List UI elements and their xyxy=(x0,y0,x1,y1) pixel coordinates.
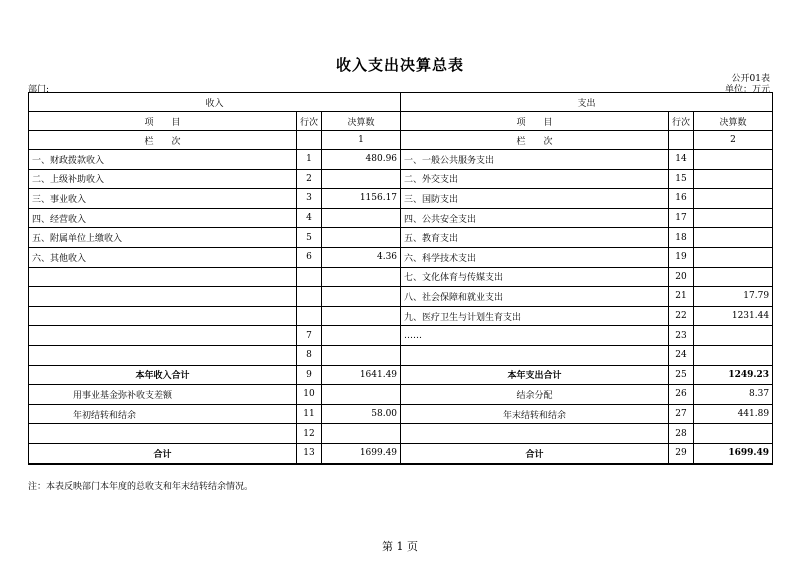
expense-row-cell: 18 xyxy=(669,228,694,248)
table-row xyxy=(29,443,773,463)
expense-item-cell: 本年支出合计 xyxy=(401,365,669,385)
table-row xyxy=(29,424,773,444)
expense-row-cell: 19 xyxy=(669,247,694,267)
expense-row-cell: 21 xyxy=(669,287,694,307)
income-row-cell: 5 xyxy=(297,228,322,248)
expense-row-cell: 14 xyxy=(669,150,694,170)
income-row-cell: 11 xyxy=(297,404,322,424)
income-row-cell: 9 xyxy=(297,365,322,385)
expense-row-cell: 22 xyxy=(669,306,694,326)
page-number: 第 1 页 xyxy=(382,540,418,553)
expense-amount-cell xyxy=(694,150,773,170)
income-item-cell: 四、经营收入 xyxy=(29,208,297,228)
income-item-cell: 一、财政拨款收入 xyxy=(29,150,297,170)
table-row xyxy=(29,326,773,346)
expense-item-cell xyxy=(401,424,669,444)
expense-row-cell: 25 xyxy=(669,365,694,385)
expense-row-cell: 15 xyxy=(669,169,694,189)
expense-amount-cell xyxy=(694,267,773,287)
income-row-cell xyxy=(297,287,322,307)
table-row xyxy=(29,169,773,189)
expense-amount-cell xyxy=(694,345,773,365)
income-row-cell: 4 xyxy=(297,208,322,228)
income-item-cell: 三、事业收入 xyxy=(29,189,297,209)
income-amount-cell xyxy=(322,208,401,228)
expense-row-cell: 16 xyxy=(669,189,694,209)
department-label: 部门: xyxy=(28,85,50,95)
income-item-cell: 六、其他收入 xyxy=(29,247,297,267)
expense-row-header: 行次 xyxy=(669,112,694,131)
income-amount-header: 决算数 xyxy=(322,112,401,131)
income-row-cell xyxy=(297,267,322,287)
income-row-cell: 2 xyxy=(297,169,322,189)
income-amount-cell: 1699.49 xyxy=(322,443,401,463)
income-section-header: 收入 xyxy=(29,93,401,112)
income-amount-cell: 480.96 xyxy=(322,150,401,170)
income-item-cell xyxy=(29,326,297,346)
expense-item-cell: 二、外交支出 xyxy=(401,169,669,189)
income-row-cell: 13 xyxy=(297,443,322,463)
expense-item-cell: 八、社会保障和就业支出 xyxy=(401,287,669,307)
income-item-cell: 用事业基金弥补收支差额 xyxy=(29,385,297,405)
income-amount-cell: 4.36 xyxy=(322,247,401,267)
expense-item-cell: 九、医疗卫生与计划生育支出 xyxy=(401,306,669,326)
expense-item-cell: 年末结转和结余 xyxy=(401,404,669,424)
expense-amount-cell: 1249.23 xyxy=(694,365,773,385)
expense-row-cell: 17 xyxy=(669,208,694,228)
income-item-cell xyxy=(29,287,297,307)
income-row-header: 行次 xyxy=(297,112,322,131)
expense-row-cell: 20 xyxy=(669,267,694,287)
expense-item-cell: 六、科学技术支出 xyxy=(401,247,669,267)
expense-section-header: 支出 xyxy=(401,93,773,112)
expense-row-cell: 27 xyxy=(669,404,694,424)
income-item-cell xyxy=(29,424,297,444)
income-amount-cell xyxy=(322,306,401,326)
table-row xyxy=(29,365,773,385)
expense-item-cell: 一、一般公共服务支出 xyxy=(401,150,669,170)
expense-row-cell: 23 xyxy=(669,326,694,346)
income-row-cell: 10 xyxy=(297,385,322,405)
expense-amount-cell xyxy=(694,424,773,444)
table-row xyxy=(29,228,773,248)
expense-amount-cell: 441.89 xyxy=(694,404,773,424)
expense-item-cell: 合计 xyxy=(401,443,669,463)
income-item-cell: 合计 xyxy=(29,443,297,463)
expense-row-cell: 28 xyxy=(669,424,694,444)
expense-amount-header: 决算数 xyxy=(694,112,773,131)
table-body xyxy=(29,150,773,464)
income-amount-cell xyxy=(322,385,401,405)
expense-row-cell: 29 xyxy=(669,443,694,463)
expense-amount-cell: 1699.49 xyxy=(694,443,773,463)
form-number: 公开01表 xyxy=(731,74,770,84)
income-column-number: 1 xyxy=(322,131,401,150)
expense-amount-cell: 1231.44 xyxy=(694,306,773,326)
income-row-cell: 8 xyxy=(297,345,322,365)
income-item-cell xyxy=(29,345,297,365)
income-amount-cell: 58.00 xyxy=(322,404,401,424)
expense-item-cell: 五、教育支出 xyxy=(401,228,669,248)
income-row-cell xyxy=(297,306,322,326)
income-amount-cell: 1641.49 xyxy=(322,365,401,385)
income-row-cell: 3 xyxy=(297,189,322,209)
table-row xyxy=(29,189,773,209)
income-amount-cell xyxy=(322,287,401,307)
income-amount-cell xyxy=(322,228,401,248)
expense-amount-cell: 17.79 xyxy=(694,287,773,307)
table-row xyxy=(29,404,773,424)
table-row xyxy=(29,208,773,228)
expense-item-cell: …… xyxy=(401,326,669,346)
expense-amount-cell: 8.37 xyxy=(694,385,773,405)
expense-amount-cell xyxy=(694,326,773,346)
income-item-header: 项 目 xyxy=(29,112,297,131)
income-row-cell: 7 xyxy=(297,326,322,346)
income-expense-table xyxy=(28,92,773,465)
table-row xyxy=(29,150,773,170)
expense-item-cell: 四、公共安全支出 xyxy=(401,208,669,228)
income-item-cell: 年初结转和结余 xyxy=(29,404,297,424)
income-item-cell: 五、附属单位上缴收入 xyxy=(29,228,297,248)
income-amount-cell xyxy=(322,326,401,346)
income-column-label-blank xyxy=(297,131,322,150)
expense-item-header: 项 目 xyxy=(401,112,669,131)
table-row xyxy=(29,306,773,326)
expense-item-cell xyxy=(401,345,669,365)
income-amount-cell xyxy=(322,424,401,444)
expense-amount-cell xyxy=(694,208,773,228)
income-amount-cell: 1156.17 xyxy=(322,189,401,209)
income-amount-cell xyxy=(322,267,401,287)
income-item-cell: 二、上级补助收入 xyxy=(29,169,297,189)
expense-amount-cell xyxy=(694,169,773,189)
income-row-cell: 6 xyxy=(297,247,322,267)
unit-label: 单位：万元 xyxy=(724,85,770,95)
income-item-cell xyxy=(29,267,297,287)
expense-item-cell: 三、国防支出 xyxy=(401,189,669,209)
income-row-cell: 12 xyxy=(297,424,322,444)
expense-amount-cell xyxy=(694,228,773,248)
income-item-cell: 本年收入合计 xyxy=(29,365,297,385)
expense-amount-cell xyxy=(694,189,773,209)
expense-row-cell: 24 xyxy=(669,345,694,365)
report-title: 收入支出决算总表 xyxy=(335,56,464,74)
expense-row-cell: 26 xyxy=(669,385,694,405)
income-amount-cell xyxy=(322,169,401,189)
expense-item-cell: 结余分配 xyxy=(401,385,669,405)
income-item-cell xyxy=(29,306,297,326)
expense-column-number: 2 xyxy=(694,131,773,150)
expense-amount-cell xyxy=(694,247,773,267)
expense-item-cell: 七、文化体育与传媒支出 xyxy=(401,267,669,287)
expense-column-label: 栏 次 xyxy=(401,131,669,150)
table-row xyxy=(29,385,773,405)
table-row xyxy=(29,287,773,307)
income-row-cell: 1 xyxy=(297,150,322,170)
income-amount-cell xyxy=(322,345,401,365)
table-row xyxy=(29,267,773,287)
table-row xyxy=(29,345,773,365)
footnote: 注：本表反映部门本年度的总收支和年末结转结余情况。 xyxy=(28,482,254,492)
expense-column-label-blank xyxy=(669,131,694,150)
table-row xyxy=(29,247,773,267)
income-column-label: 栏 次 xyxy=(29,131,297,150)
